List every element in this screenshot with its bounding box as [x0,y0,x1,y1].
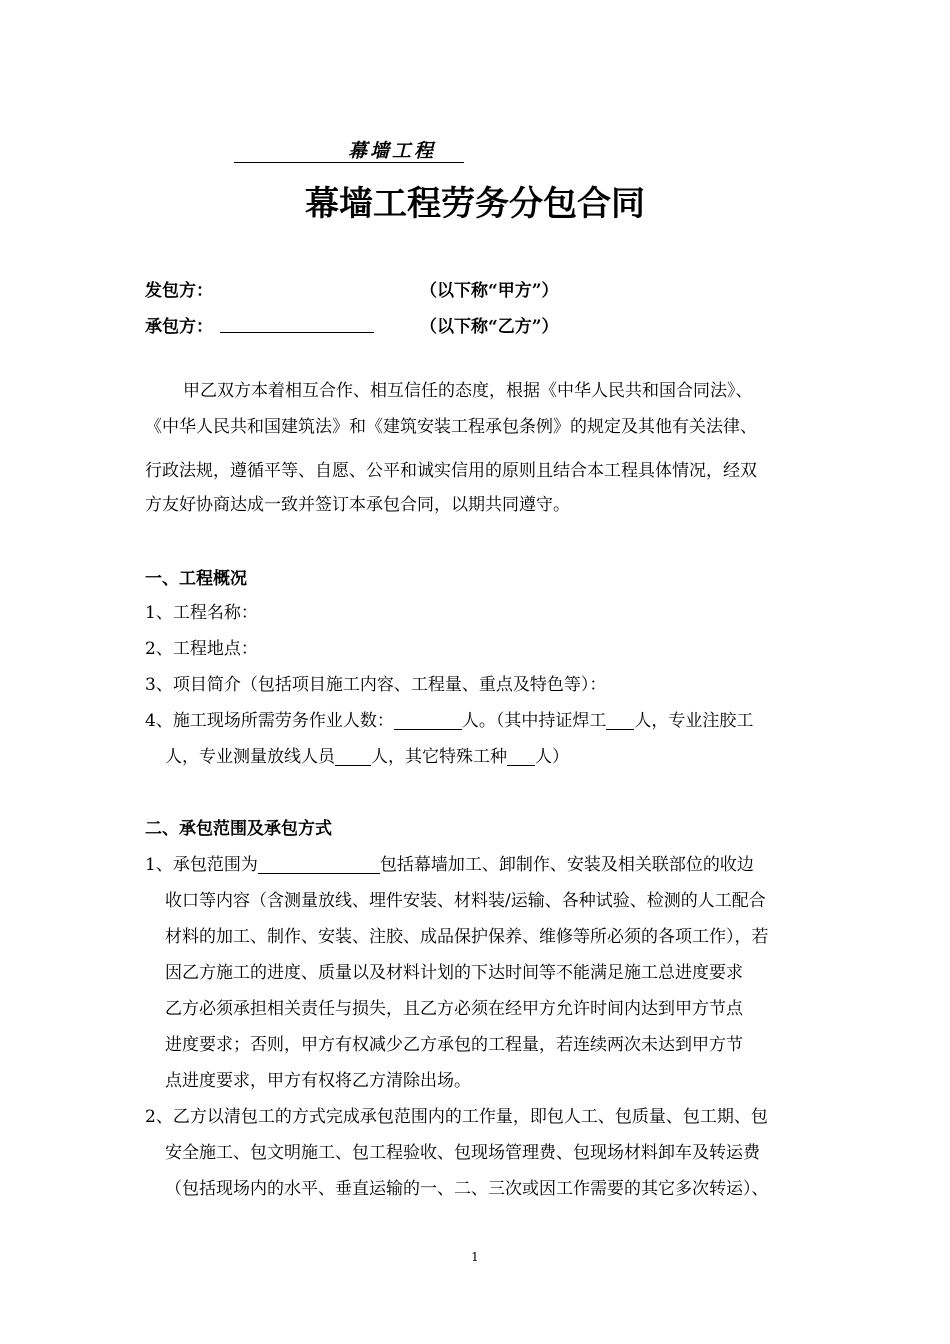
item-4-blank-special [507,749,535,766]
s2-item-1-line-4: 乙方必须承担相关责任与损失，且乙方必须在经甲方允许时间内达到甲方节点 [165,999,743,1019]
intro-line-1: 甲乙双方本着相互合作、相互信任的态度，根据《中华人民共和国合同法》、 [183,381,753,401]
header-label: 幕墙工程 [348,140,437,162]
party-b-blank [220,312,374,333]
intro-line-3: 行政法规，遵循平等、自愿、公平和诚实信用的原则且结合本工程具体情况，经双 [145,461,757,481]
section-1-item-1: 1、工程名称： [145,603,258,623]
party-a-label: 发包方： [145,281,213,301]
s2-item-1-line-2: 材料的加工、制作、安装、注胶、成品保护保养、维修等所必须的各项工作），若 [165,927,769,947]
s2-item-1-part-b: 包括幕墙加工、卸制作、安装及相关联部位的收边 [379,855,754,875]
item-4-part-c: 人，专业注胶工 [634,711,754,731]
item-4-blank-total [394,713,462,730]
item-4-part-e: 人，其它特殊工种 [371,747,507,767]
intro-line-4: 方友好协商达成一致并签订本承包合同，以期共同遵守。 [145,495,570,515]
item-4-blank-welder [606,713,634,730]
s2-item-1-part-a: 1、承包范围为 [145,855,258,875]
page-number: 1 [471,1250,479,1264]
section-1-item-4-cont [165,742,569,767]
party-b-label: 承包方： [145,317,213,337]
s2-item-2-line-2: 安全施工、包文明施工、包工程验收、包现场管理费、包现场材料卸车及转运费 [165,1143,760,1163]
contract-title: 幕墙工程劳务分包合同 [305,184,645,224]
party-b-note: （以下称“乙方”） [420,317,559,337]
section-1-item-3: 3、项目简介（包括项目施工内容、工程量、重点及特色等）： [145,675,607,695]
intro-line-2: 《中华人民共和国建筑法》和《建筑安装工程承包条例》的规定及其他有关法律、 [145,417,757,437]
s2-item-1-blank [258,857,380,874]
item-4-blank-survey [335,749,371,766]
s2-item-2-line-1: 2、乙方以清包工的方式完成承包范围内的工作量，即包人工、包质量、包工期、包 [145,1107,768,1127]
s2-item-1-line-6: 点进度要求，甲方有权将乙方清除出场。 [165,1071,471,1091]
section-2-item-1 [145,850,754,875]
section-1-item-2: 2、工程地点： [145,639,258,659]
item-4-part-d: 人，专业测量放线人员 [165,747,335,767]
item-4-part-f: 人） [535,747,569,767]
s2-item-1-line-5: 进度要求；否则，甲方有权减少乙方承包的工程量，若连续两次未达到甲方节 [165,1035,743,1055]
s2-item-1-line-3: 因乙方施工的进度、质量以及材料计划的下达时间等不能满足施工总进度要求 [165,963,743,983]
s2-item-1-line-1: 收口等内容（含测量放线、埋件安装、材料装/运输、各种试验、检测的人工配合 [165,891,766,911]
item-4-part-a: 4、施工现场所需劳务作业人数： [145,711,394,731]
section-1-heading: 一、工程概况 [145,569,247,589]
item-4-part-b: 人。（其中持证焊工 [461,711,607,731]
section-2-heading: 二、承包范围及承包方式 [145,819,332,839]
s2-item-2-line-3: （包括现场内的水平、垂直运输的一、二、三次或因工作需要的其它多次转运）、 [165,1179,769,1199]
party-a-note: （以下称“甲方”） [420,281,559,301]
section-1-item-4 [145,706,753,731]
